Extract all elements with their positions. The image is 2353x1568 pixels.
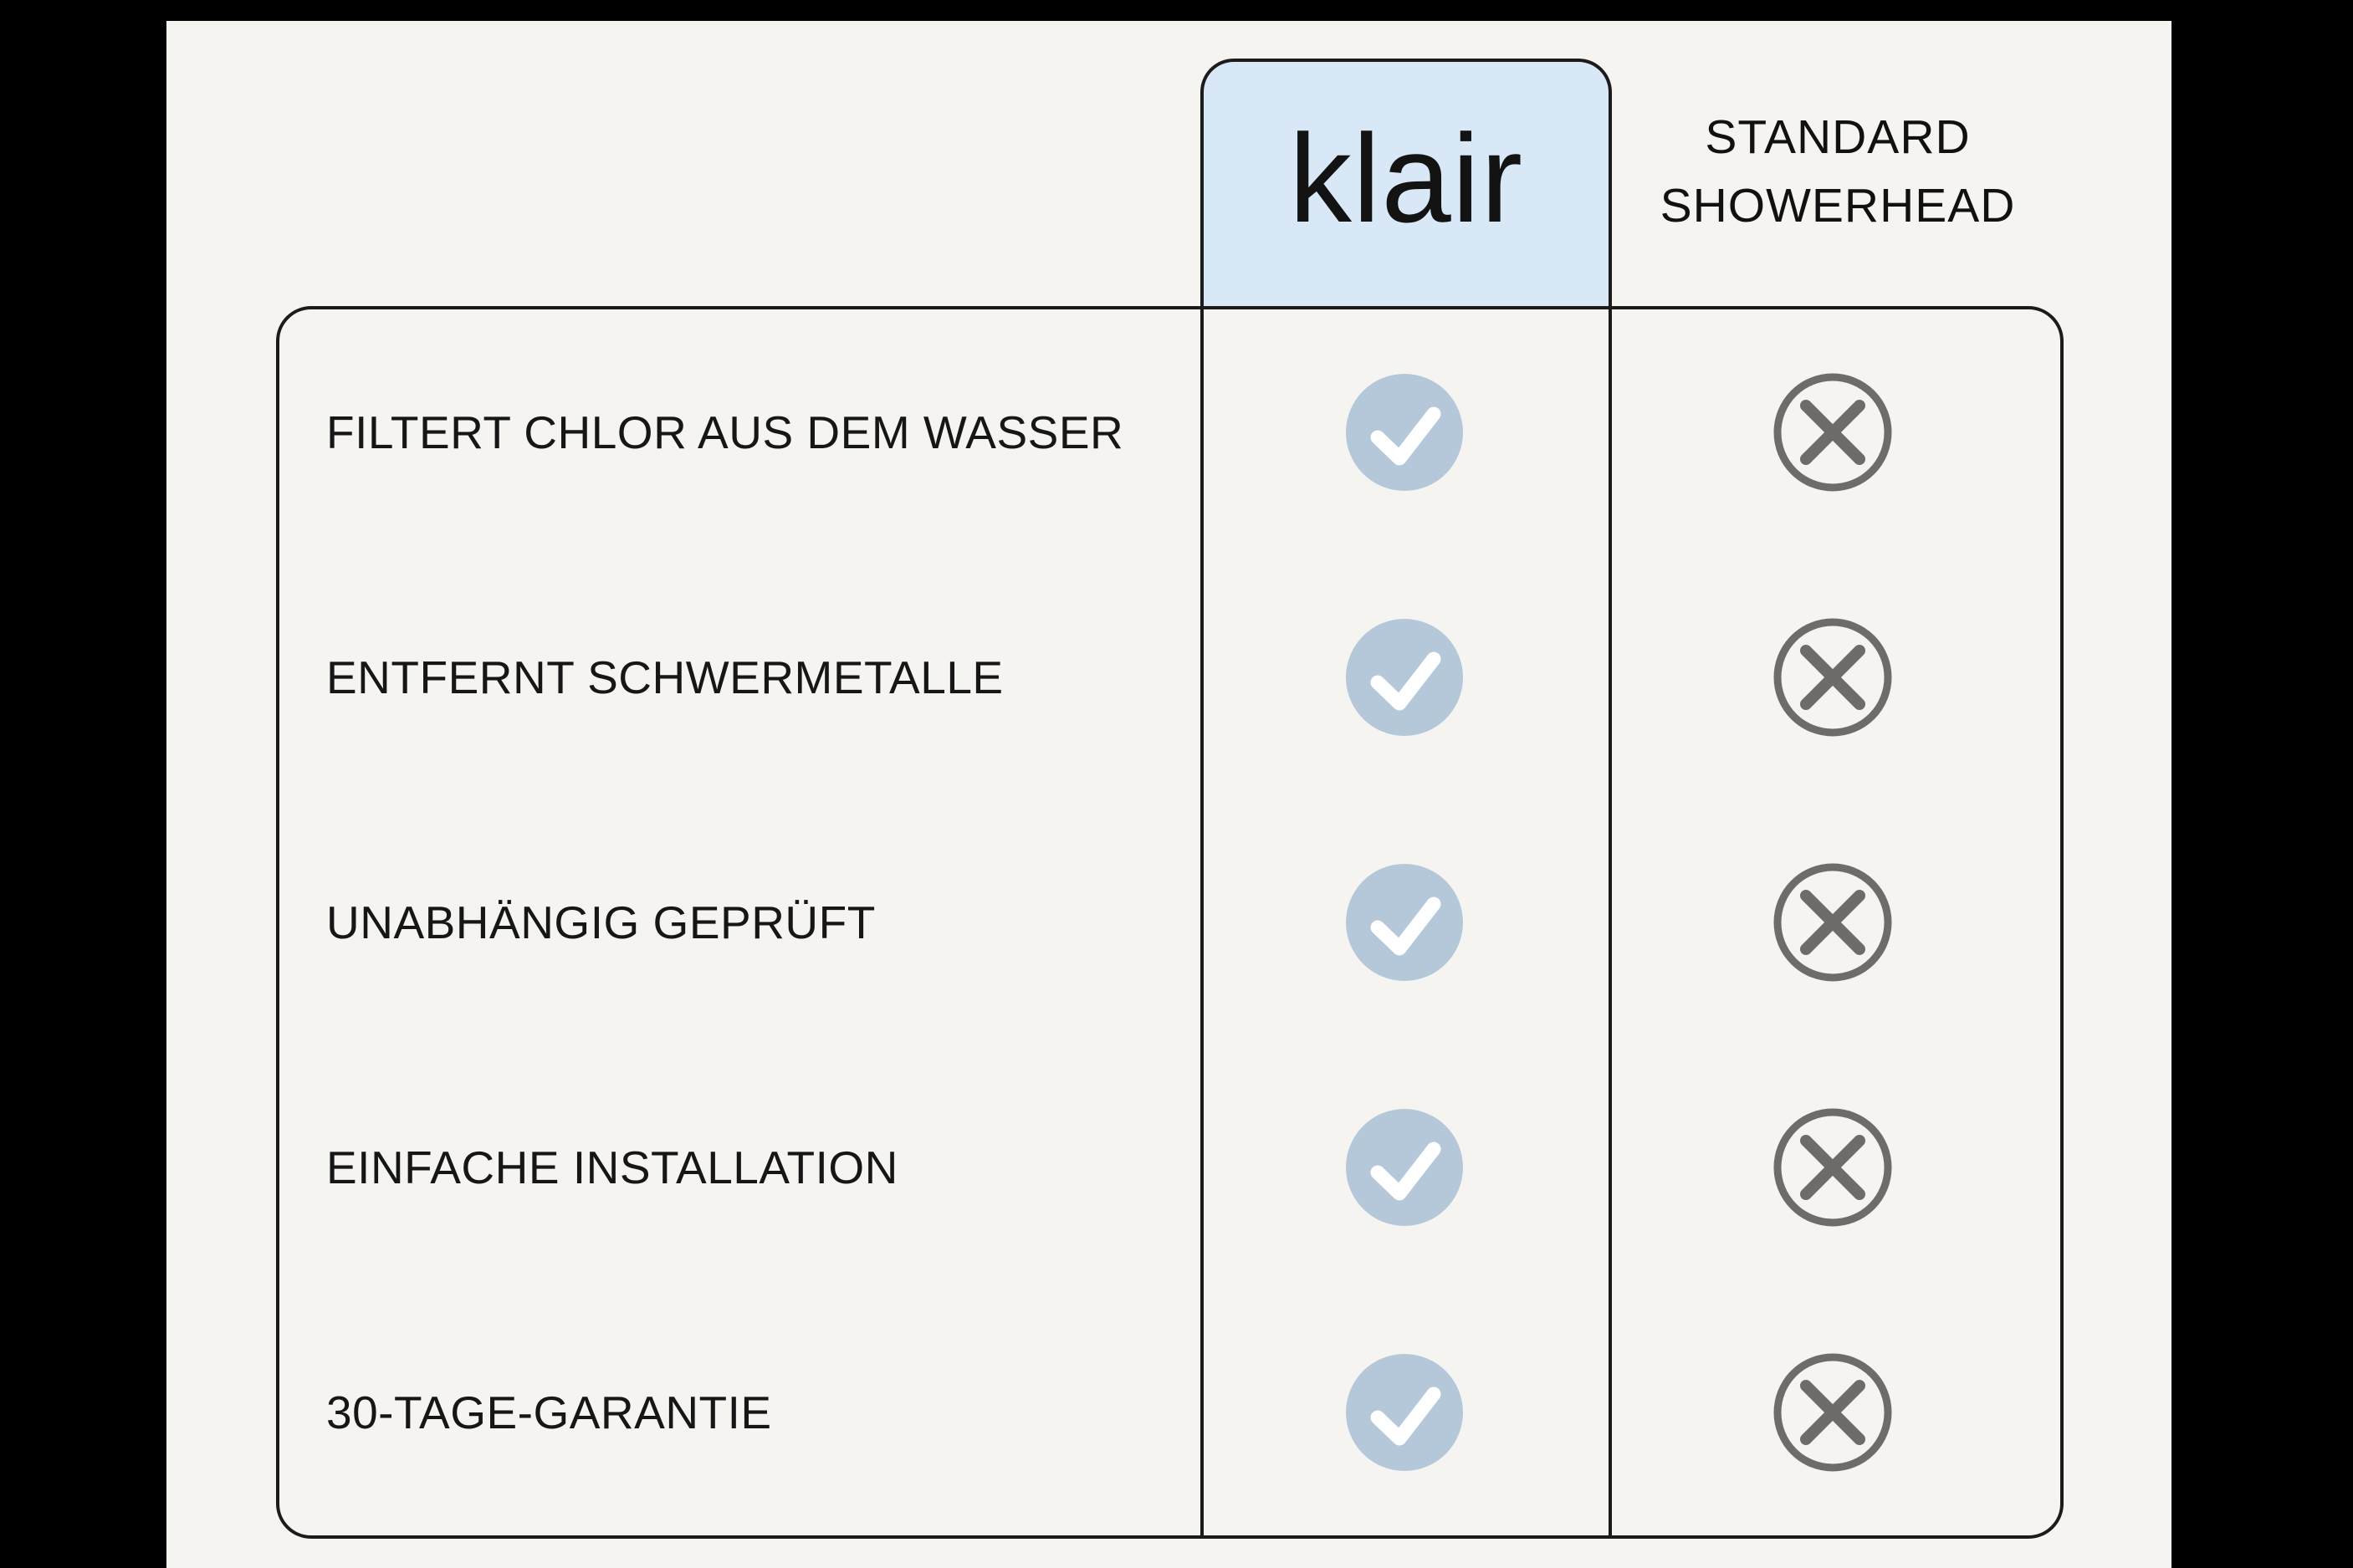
table-row [279, 1290, 2060, 1535]
cross-circle-icon [1770, 1350, 1895, 1475]
check-circle-icon [1346, 619, 1463, 736]
check-circle-icon [1346, 1354, 1463, 1471]
cross-circle-icon [1770, 370, 1895, 495]
standard-cell [1609, 799, 2057, 1044]
table-row [279, 309, 2060, 554]
feature-label: 30-TAGE-GARANTIE [326, 1387, 772, 1439]
klair-cell [1200, 1290, 1609, 1535]
klair-cell [1200, 1045, 1609, 1290]
feature-label: EINFACHE INSTALLATION [326, 1142, 898, 1194]
standard-cell [1609, 1045, 2057, 1290]
check-circle-icon [1346, 864, 1463, 981]
competitor-column-header [1612, 103, 2064, 240]
check-circle-icon [1346, 374, 1463, 491]
feature-label: ENTFERNT SCHWERMETALLE [326, 651, 1004, 703]
cross-circle-icon [1770, 860, 1895, 985]
content-area [166, 21, 2171, 1568]
klair-cell [1200, 309, 1609, 554]
feature-label: FILTERT CHLOR AUS DEM WASSER [326, 406, 1124, 458]
table-row [279, 1045, 2060, 1290]
brand-logo: klair [1288, 108, 1524, 248]
standard-cell [1609, 1290, 2057, 1535]
standard-cell [1609, 554, 2057, 799]
table-row [279, 554, 2060, 799]
brand-column-header [1200, 59, 1612, 309]
check-circle-icon [1346, 1109, 1463, 1226]
standard-cell [1609, 309, 2057, 554]
table-row [279, 799, 2060, 1044]
competitor-name-line1: STANDARD [1705, 110, 1971, 164]
comparison-table [276, 306, 2064, 1539]
cross-circle-icon [1770, 1105, 1895, 1230]
competitor-name-line2: SHOWERHEAD [1660, 179, 2016, 232]
klair-cell [1200, 554, 1609, 799]
cross-circle-icon [1770, 615, 1895, 740]
klair-cell [1200, 799, 1609, 1044]
feature-label: UNABHÄNGIG GEPRÜFT [326, 896, 876, 948]
